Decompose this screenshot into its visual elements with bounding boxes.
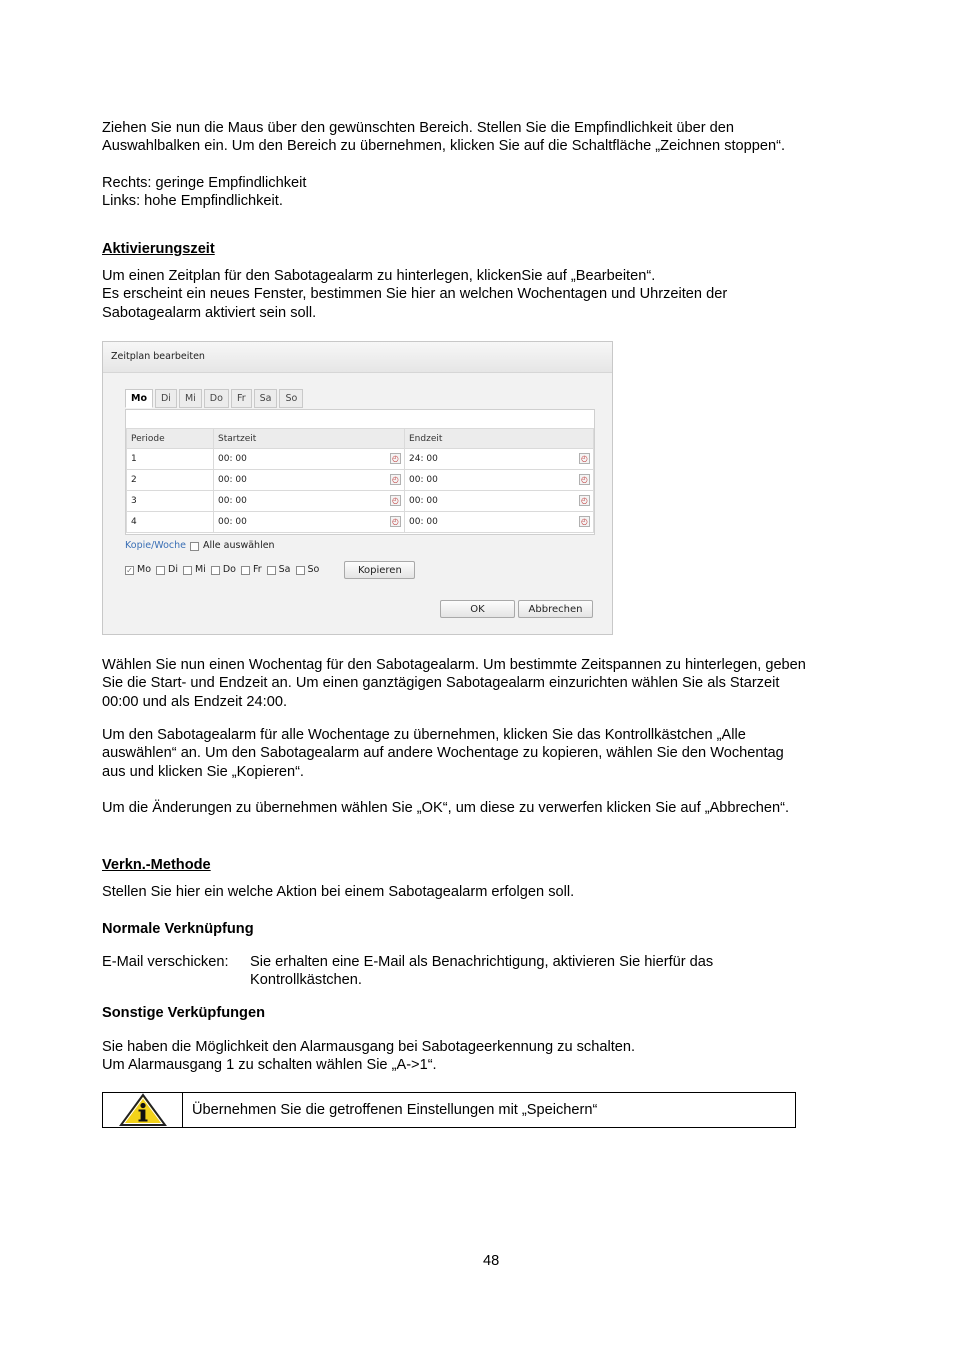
note-icon-cell: [103, 1093, 183, 1127]
cancel-button[interactable]: Abbrechen: [518, 600, 593, 618]
column-header-end: Endzeit: [405, 429, 594, 449]
end-time-value: 00: 00: [409, 475, 438, 485]
start-time-cell[interactable]: [214, 512, 405, 533]
tab-do[interactable]: Do: [204, 389, 229, 408]
checkbox-di[interactable]: [156, 566, 165, 575]
start-time-value: 00: 00: [218, 496, 247, 506]
start-time-value: 00: 00: [218, 454, 247, 464]
intro-paragraph-1: Ziehen Sie nun die Maus über den gewünschten Bereich. Stellen Sie die Empfindlichkeit über den Auswahlbalken ein. Um den Bereich zu übernehmen, klicken Sie auf die Schaltfläche „Zeichnen stoppen“.: [102, 120, 786, 155]
period-cell: 4: [127, 512, 214, 533]
email-label: E-Mail verschicken:: [102, 954, 229, 970]
day-label-mi: Mi: [194, 564, 206, 575]
heading-activation-time: Aktivierungszeit: [102, 241, 215, 257]
clock-icon[interactable]: ◴: [390, 453, 401, 464]
day-label-mo: Mo: [137, 564, 152, 575]
activation-paragraph: Um einen Zeitplan für den Sabotagealarm zu hinterlegen, klickenSie auf „Bearbeiten“. Es erscheint ein neues Fenster, bestimmen Sie hier an welchen Wochentagen und Uhrzeiten der Sabotagealarm aktiviert sein soll.: [102, 268, 728, 321]
day-label-do: Do: [222, 564, 236, 575]
start-time-cell[interactable]: [214, 470, 405, 491]
period-cell: 2: [127, 470, 214, 491]
heading-link-method: Verkn.-Methode: [102, 857, 211, 873]
select-all-label: Alle auswählen: [203, 540, 275, 551]
weekday-tabs: [125, 389, 303, 408]
info-warning-icon: [119, 1093, 167, 1127]
clock-icon[interactable]: ◴: [579, 474, 590, 485]
table-row: [127, 491, 594, 512]
copy-button[interactable]: Kopieren: [344, 561, 415, 579]
table-row: [127, 449, 594, 470]
copy-week-row: [125, 540, 275, 552]
ok-button[interactable]: OK: [440, 600, 515, 618]
dialog-title: Zeitplan bearbeiten: [103, 342, 612, 373]
column-header-period: Periode: [127, 429, 214, 449]
day-label-di: Di: [168, 564, 178, 575]
start-time-cell[interactable]: [214, 449, 405, 470]
checkbox-mo[interactable]: ✓: [126, 565, 133, 575]
clock-icon[interactable]: ◴: [390, 495, 401, 506]
checkbox-sa[interactable]: [267, 566, 276, 575]
note-text: Übernehmen Sie die getroffenen Einstellungen mit „Speichern“: [192, 1102, 598, 1118]
schedule-panel: [125, 409, 595, 535]
schedule-dialog-screenshot: [102, 341, 613, 635]
checkbox-do[interactable]: [211, 566, 220, 575]
tab-sa[interactable]: Sa: [254, 389, 278, 408]
tab-so[interactable]: So: [279, 389, 303, 408]
day-label-so: So: [307, 564, 320, 575]
end-time-cell[interactable]: [405, 470, 594, 491]
clock-icon[interactable]: ◴: [390, 516, 401, 527]
end-time-cell[interactable]: [405, 512, 594, 533]
clock-icon[interactable]: ◴: [390, 474, 401, 485]
checkbox-so[interactable]: [296, 566, 305, 575]
tab-mi[interactable]: Mi: [179, 389, 202, 408]
link-method-paragraph: Stellen Sie hier ein welche Aktion bei einem Sabotagealarm erfolgen soll.: [102, 884, 575, 900]
day-label-sa: Sa: [278, 564, 291, 575]
end-time-value: 00: 00: [409, 496, 438, 506]
copy-week-link[interactable]: Kopie/Woche: [125, 540, 187, 551]
end-time-value: 24: 00: [409, 454, 438, 464]
clock-icon[interactable]: ◴: [579, 516, 590, 527]
select-all-checkbox[interactable]: [190, 542, 199, 551]
checkbox-fr[interactable]: [241, 566, 250, 575]
heading-other-links: Sonstige Verküpfungen: [102, 1005, 265, 1021]
table-row: [127, 470, 594, 491]
clock-icon[interactable]: ◴: [579, 453, 590, 464]
schedule-table: [126, 428, 594, 533]
page-number: 48: [483, 1253, 500, 1269]
email-description: Sie erhalten eine E-Mail als Benachrichtigung, aktivieren Sie hierfür das Kontrollkästchen.: [250, 954, 714, 989]
checkbox-mi[interactable]: [183, 566, 192, 575]
tab-mo[interactable]: Mo: [125, 389, 153, 408]
period-cell: 3: [127, 491, 214, 512]
ok-cancel-paragraph: Um die Änderungen zu übernehmen wählen Sie „OK“, um diese zu verwerfen klicken Sie auf „Abbrechen“.: [102, 800, 790, 816]
period-cell: 1: [127, 449, 214, 470]
start-time-value: 00: 00: [218, 517, 247, 527]
note-box: [102, 1092, 796, 1128]
end-time-cell[interactable]: [405, 491, 594, 512]
start-time-value: 00: 00: [218, 475, 247, 485]
column-header-start: Startzeit: [214, 429, 405, 449]
intro-paragraph-2: Rechts: geringe Empfindlichkeit Links: hohe Empfindlichkeit.: [102, 175, 307, 210]
other-links-paragraph: Sie haben die Möglichkeit den Alarmausgang bei Sabotageerkennung zu schalten. Um Alarmausgang 1 zu schalten wählen Sie „A->1“.: [102, 1039, 636, 1074]
select-all-paragraph: Um den Sabotagealarm für alle Wochentage zu übernehmen, klicken Sie das Kontrollkästchen „Alle auswählen“ an. Um den Sabotagealarm auf andere Wochentage zu kopieren, wählen Sie den Wochentag aus und klicken Sie „Kopieren“.: [102, 727, 784, 780]
tab-fr[interactable]: Fr: [231, 389, 252, 408]
weekday-paragraph: Wählen Sie nun einen Wochentag für den Sabotagealarm. Um bestimmte Zeitspannen zu hinterlegen, geben Sie die Start- und Endzeit an. Um einen ganztägigen Sabotagealarm einzurichten wählen Sie als Starzeit 00:00 und als Endzeit 24:00.: [102, 657, 806, 710]
start-time-cell[interactable]: [214, 491, 405, 512]
copy-days-row: [125, 561, 415, 579]
heading-normal-link: Normale Verknüpfung: [102, 921, 254, 937]
table-row: [127, 512, 594, 533]
end-time-value: 00: 00: [409, 517, 438, 527]
tab-di[interactable]: Di: [155, 389, 177, 408]
clock-icon[interactable]: ◴: [579, 495, 590, 506]
end-time-cell[interactable]: [405, 449, 594, 470]
day-label-fr: Fr: [252, 564, 262, 575]
